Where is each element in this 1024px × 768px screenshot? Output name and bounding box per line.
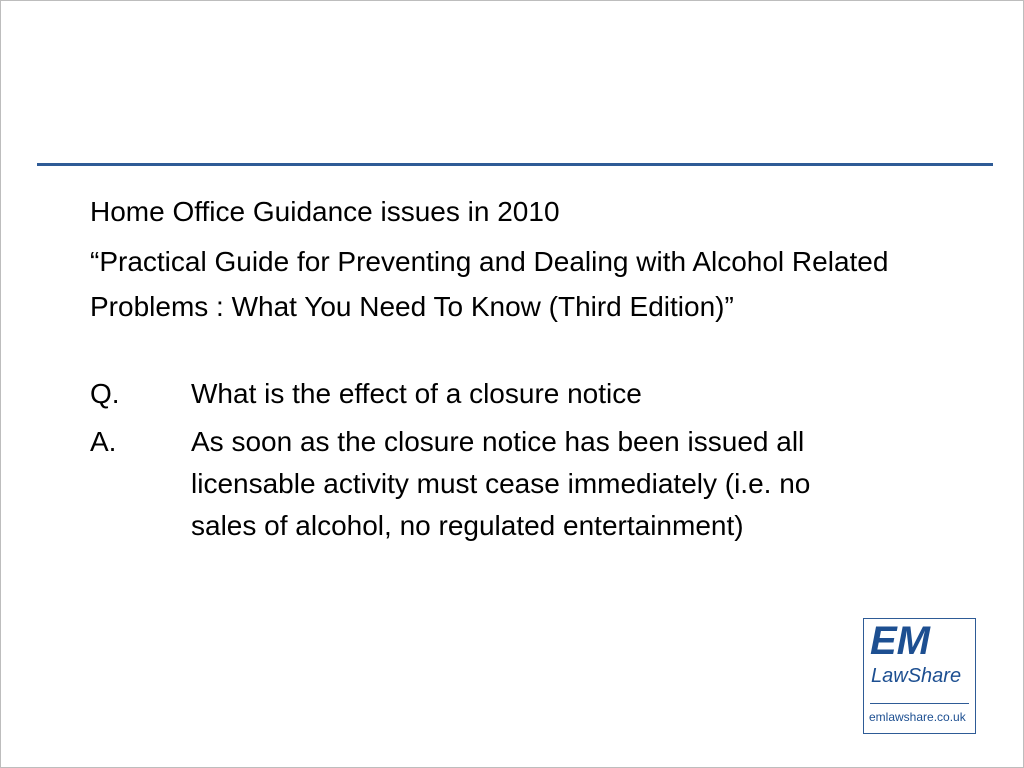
question-text: What is the effect of a closure notice xyxy=(191,378,642,409)
logo-url: emlawshare.co.uk xyxy=(869,710,966,724)
logo-share-text: Share xyxy=(907,665,962,687)
question-row xyxy=(90,373,910,415)
logo-law-initial: L xyxy=(871,665,883,687)
question-label: Q. xyxy=(90,378,120,409)
slide-content xyxy=(90,191,910,553)
guide-title: “Practical Guide for Preventing and Dealing with Alcohol Related Problems : What You Need To Know (Third Edition)” xyxy=(90,246,889,322)
logo-divider xyxy=(870,703,969,704)
answer-row xyxy=(90,421,910,547)
logo-em-text: EM xyxy=(870,619,930,663)
logo-law-rest: aw xyxy=(882,665,908,687)
logo-lawshare-text xyxy=(871,664,961,688)
question-answer-block xyxy=(90,373,910,547)
answer-text: As soon as the closure notice has been issued all licensable activity must cease immediately (i.e. no sales of alcohol, no regulated entertainment) xyxy=(191,426,811,541)
em-lawshare-logo xyxy=(863,618,976,734)
title-divider-line xyxy=(37,163,993,166)
answer-label: A. xyxy=(90,426,117,457)
slide-heading: Home Office Guidance issues in 2010 xyxy=(90,196,560,227)
